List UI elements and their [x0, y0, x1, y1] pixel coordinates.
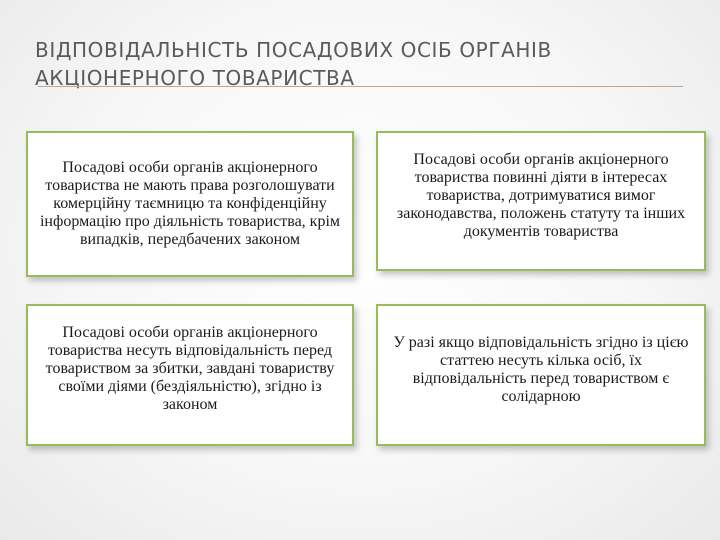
card-text: У разі якщо відповідальність згідно із цією статтею несуть кілька осіб, їх відповідальність перед товариством є солідарною	[393, 334, 689, 405]
title-divider	[38, 86, 683, 87]
slide-title: ВІДПОВІДАЛЬНІСТЬ ПОСАДОВИХ ОСІБ ОРГАНІВ АКЦІОНЕРНОГО ТОВАРИСТВА	[35, 38, 552, 90]
card-duties	[376, 131, 706, 271]
card-text: Посадові особи органів акціонерного товариства несуть відповідальність перед товариством за збитки, завдані товариству своїми діями (бездіяльністю), згідно із законом	[45, 324, 335, 413]
card-joint-liability	[376, 304, 706, 446]
card-text: Посадові особи органів акціонерного товариства не мають права розголошувати комерційну таємницю та конфіденційну інформацію про діяльність товариства, крім випадків, передбачених законом	[39, 159, 341, 248]
card-text: Посадові особи органів акціонерного товариства повинні діяти в інтересах товариства, дотримуватися вимог законодавства, положень статуту та інших документів товариства	[396, 151, 686, 240]
card-liability	[26, 304, 354, 446]
card-confidentiality	[26, 131, 354, 277]
